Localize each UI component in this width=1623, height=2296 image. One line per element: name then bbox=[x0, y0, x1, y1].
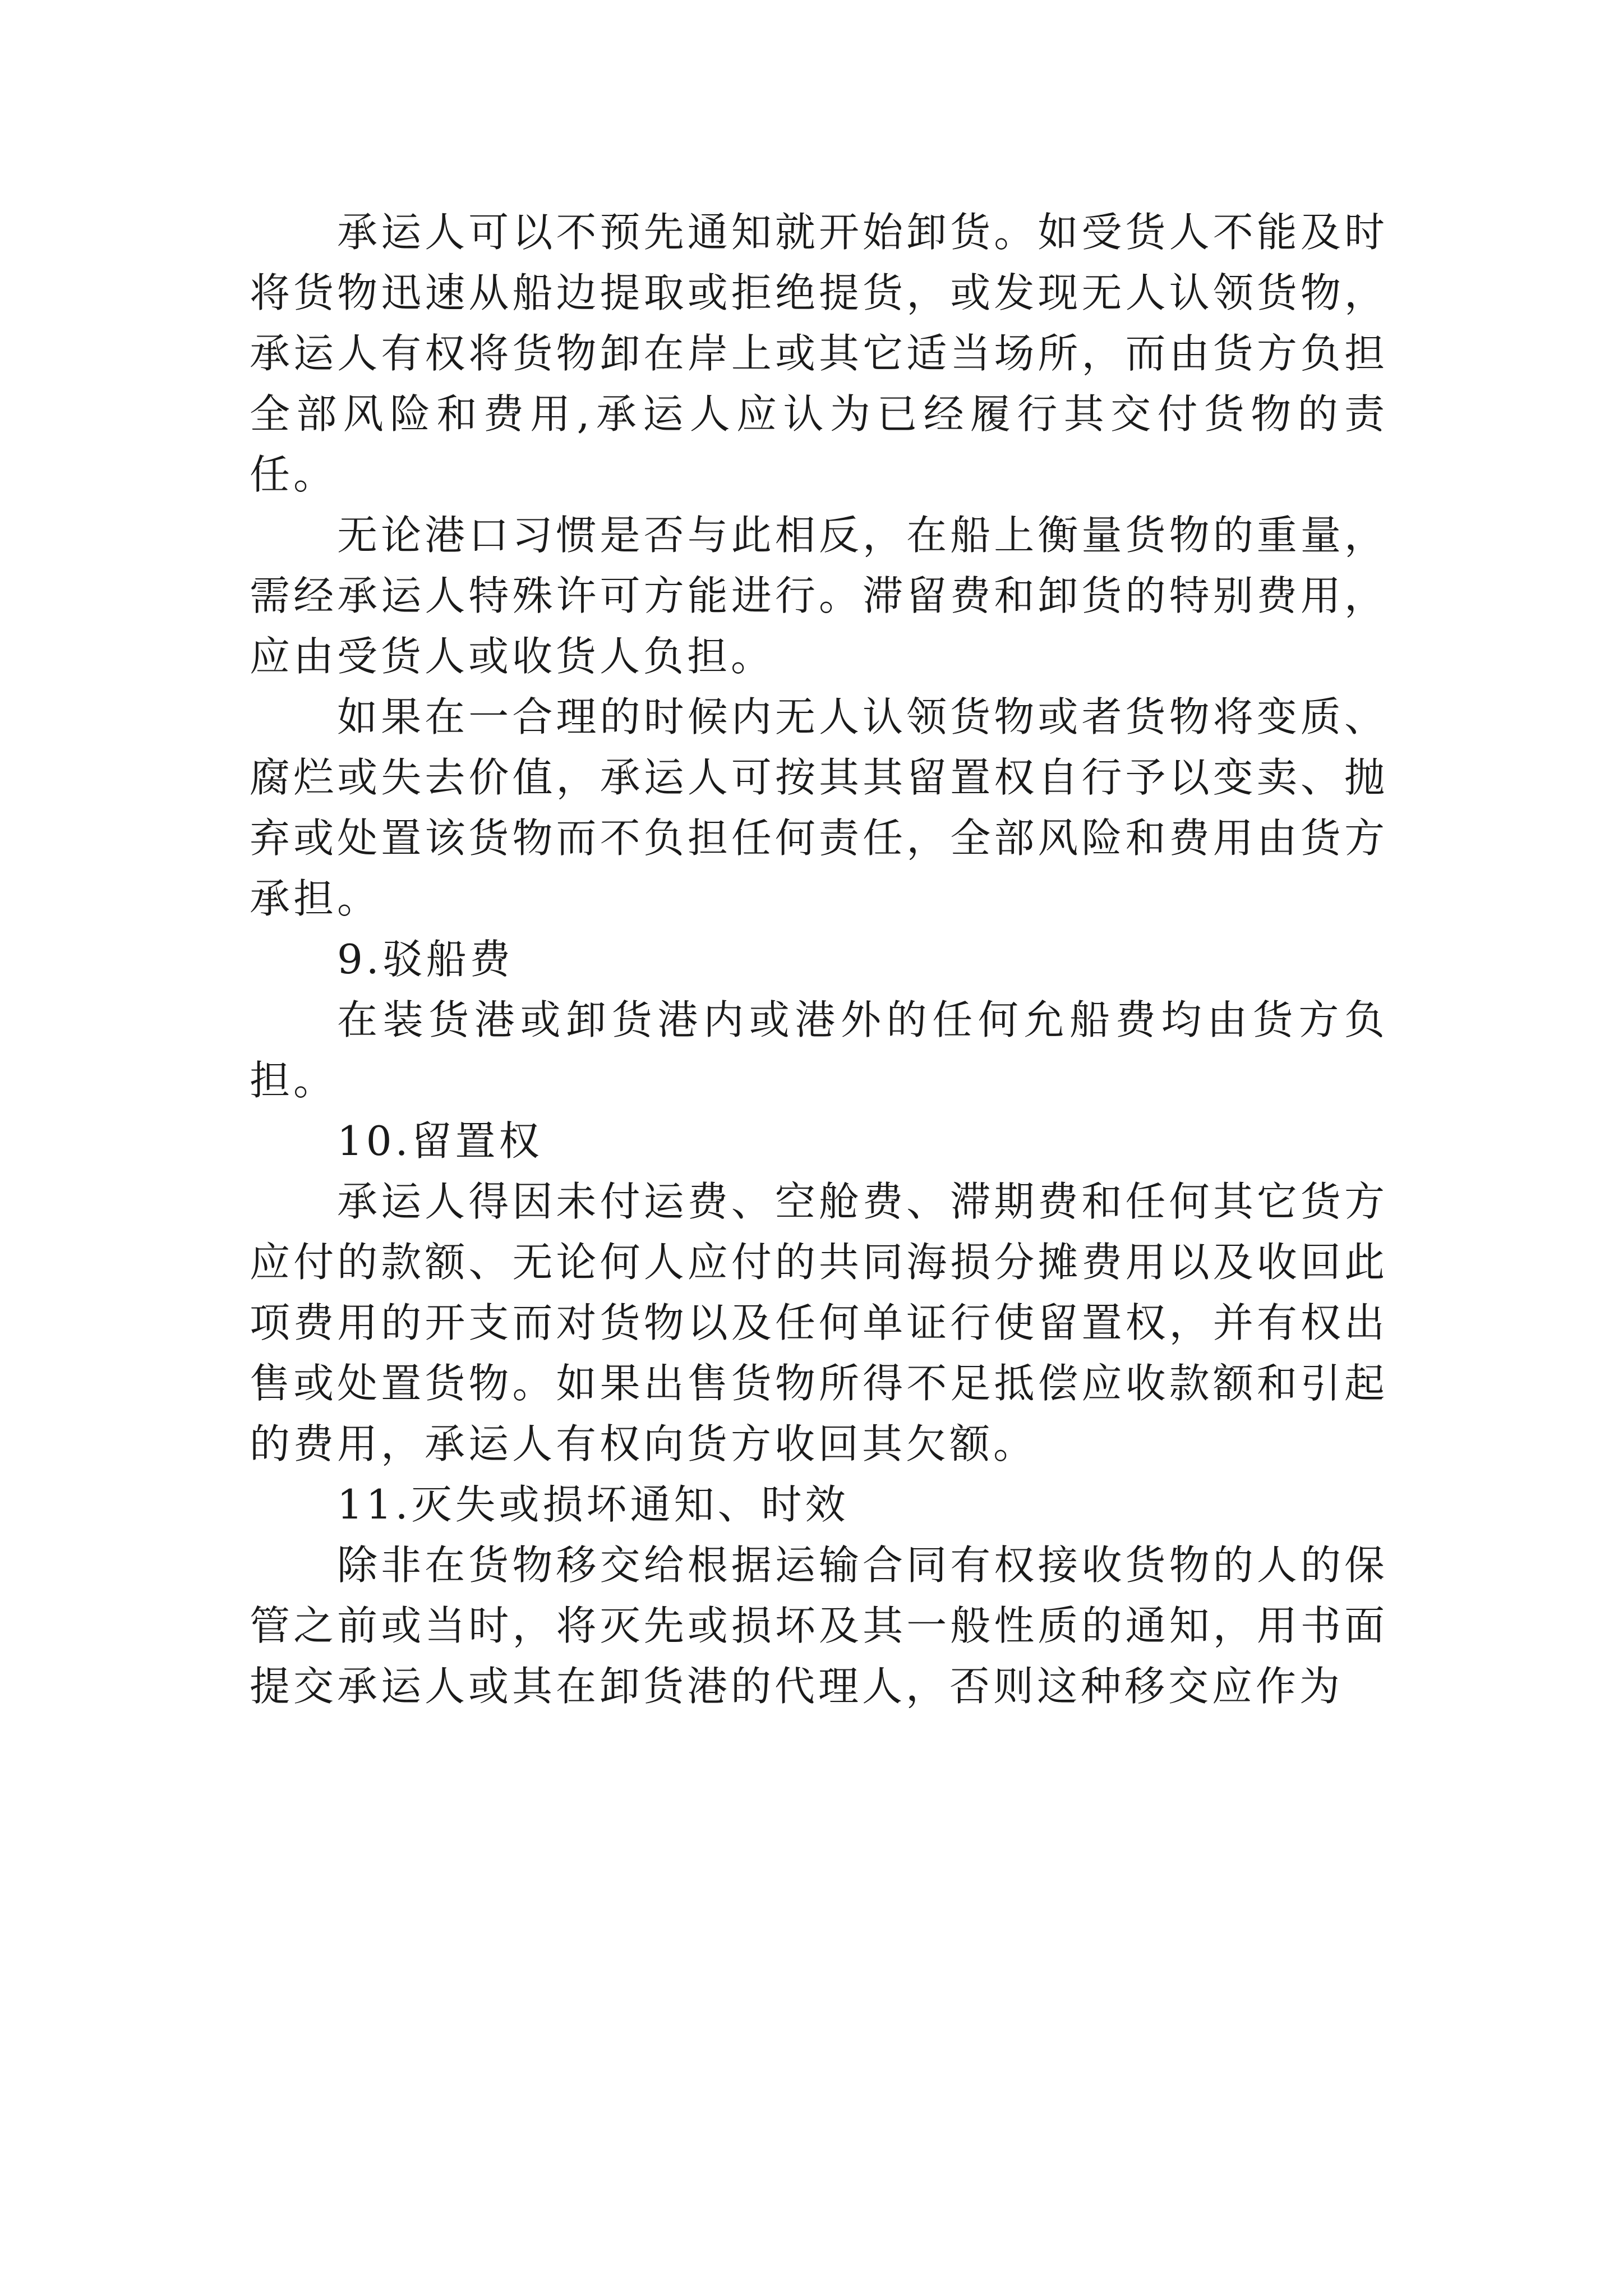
section-heading-9: 9.驳船费 bbox=[337, 936, 514, 983]
section-heading-11: 11.灭失或损坏通知、时效 bbox=[337, 1481, 849, 1528]
paragraph-weighing: 无论港口习惯是否与此相反，在船上衡量货物的重量，需经承运人特殊许可方能进行。滞留费和卸货的特别费用，应由受货人或收货人负担。 bbox=[250, 512, 1388, 680]
paragraph-unloading: 承运人可以不预先通知就开始卸货。如受货人不能及时将货物迅速从船边提取或拒绝提货，或发现无人认领货物，承运人有权将货物卸在岸上或其它适当场所，而由货方负担全部风险和费用,承运人应认为已经履行其交付货物的责任。 bbox=[250, 209, 1388, 498]
paragraph-loss-notice: 除非在货物移交给根据运输合同有权接收货物的人的保管之前或当时，将灭先或损坏及其一般性质的通知，用书面提交承运人或其在卸货港的代理人，否则这种移交应作为 bbox=[250, 1542, 1388, 1710]
paragraph-lien: 承运人得因未付运费、空舱费、滞期费和任何其它货方应付的款额、无论何人应付的共同海损分摊费用以及收回此项费用的开支而对货物以及任何单证行使留置权，并有权出售或处置货物。如果出售货物所得不足抵偿应收款额和引起的费用，承运人有权向货方收回其欠额。 bbox=[250, 1178, 1388, 1467]
paragraph-unclaimed-goods: 如果在一合理的时候内无人认领货物或者货物将变质、腐烂或失去价值，承运人可按其其留置权自行予以变卖、抛弃或处置该货物而不负担任何责任，全部风险和费用由货方承担。 bbox=[250, 693, 1388, 922]
document-body bbox=[250, 202, 1388, 1717]
section-heading-10: 10.留置权 bbox=[337, 1117, 543, 1165]
paragraph-lighterage: 在装货港或卸货港内或港外的任何允船费均由货方负担。 bbox=[250, 996, 1388, 1104]
